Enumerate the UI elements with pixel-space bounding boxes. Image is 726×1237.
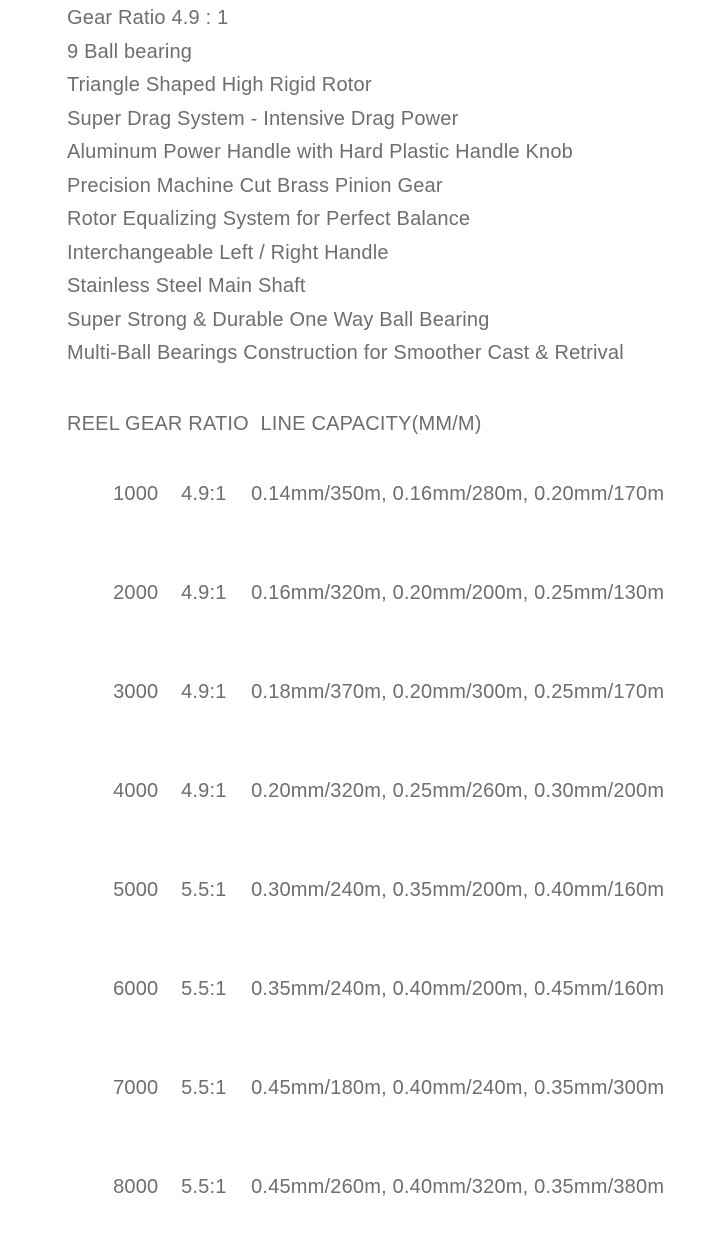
- reel-size-cell: 5000: [113, 879, 159, 901]
- feature-line: Rotor Equalizing System for Perfect Balance: [67, 208, 471, 230]
- spec-table-row: [67, 1039, 726, 1138]
- spec-table: [67, 445, 726, 1237]
- feature-line: Multi-Ball Bearings Construction for Smoother Cast & Retrival: [67, 342, 624, 364]
- line-capacity-cell: 0.16mm/320m, 0.20mm/200m, 0.25mm/130m: [251, 582, 665, 604]
- spec-table-row: [67, 940, 726, 1039]
- line-capacity-cell: 0.30mm/240m, 0.35mm/200m, 0.40mm/160m: [251, 879, 665, 901]
- reel-size-cell: 1000: [113, 483, 159, 505]
- reel-size-cell: 8000: [113, 1176, 159, 1198]
- gear-ratio-cell: 4.9:1: [181, 780, 227, 802]
- spec-table-row: [67, 841, 726, 940]
- reel-size-cell: 4000: [113, 780, 159, 802]
- spec-table-row: [67, 643, 726, 742]
- gear-ratio-cell: 4.9:1: [181, 681, 227, 703]
- line-capacity-cell: 0.20mm/320m, 0.25mm/260m, 0.30mm/200m: [251, 780, 665, 802]
- gear-ratio-cell: 4.9:1: [181, 582, 227, 604]
- line-capacity-cell: 0.18mm/370m, 0.20mm/300m, 0.25mm/170m: [251, 681, 665, 703]
- line-capacity-cell: 0.45mm/260m, 0.40mm/320m, 0.35mm/380m: [251, 1176, 665, 1198]
- line-capacity-cell: 0.35mm/240m, 0.40mm/200m, 0.45mm/160m: [251, 978, 665, 1000]
- line-capacity-cell: 0.45mm/180m, 0.40mm/240m, 0.35mm/300m: [251, 1077, 665, 1099]
- reel-size-cell: 2000: [113, 582, 159, 604]
- feature-line: Super Strong & Durable One Way Ball Bearing: [67, 308, 490, 331]
- feature-line: Stainless Steel Main Shaft: [67, 275, 306, 297]
- gear-ratio-cell: 4.9:1: [181, 483, 227, 505]
- feature-line: Triangle Shaped High Rigid Rotor: [67, 74, 372, 96]
- feature-line: Gear Ratio 4.9 : 1: [67, 7, 229, 29]
- gear-ratio-cell: 5.5:1: [181, 1176, 227, 1198]
- gear-ratio-cell: 5.5:1: [181, 978, 227, 1000]
- reel-size-cell: 3000: [113, 681, 159, 703]
- spec-table-row: [67, 544, 726, 643]
- section-gap: [67, 371, 726, 408]
- spec-table-row: [67, 1138, 726, 1237]
- gear-ratio-cell: 5.5:1: [181, 879, 227, 901]
- feature-list: [67, 2, 726, 371]
- feature-line: Interchangeable Left / Right Handle: [67, 241, 389, 264]
- feature-line: Precision Machine Cut Brass Pinion Gear: [67, 174, 443, 197]
- feature-line: Aluminum Power Handle with Hard Plastic Handle Knob: [67, 141, 573, 163]
- spec-table-row: [67, 742, 726, 841]
- spec-table-row: [67, 445, 726, 544]
- feature-line: Super Drag System - Intensive Drag Power: [67, 107, 459, 130]
- line-capacity-cell: 0.14mm/350m, 0.16mm/280m, 0.20mm/170m: [251, 483, 665, 505]
- reel-size-cell: 7000: [113, 1077, 159, 1099]
- spec-table-header: REEL GEAR RATIO LINE CAPACITY(MM/M): [67, 412, 482, 435]
- feature-line: 9 Ball bearing: [67, 40, 193, 63]
- gear-ratio-cell: 5.5:1: [181, 1077, 227, 1099]
- reel-size-cell: 6000: [113, 978, 159, 1000]
